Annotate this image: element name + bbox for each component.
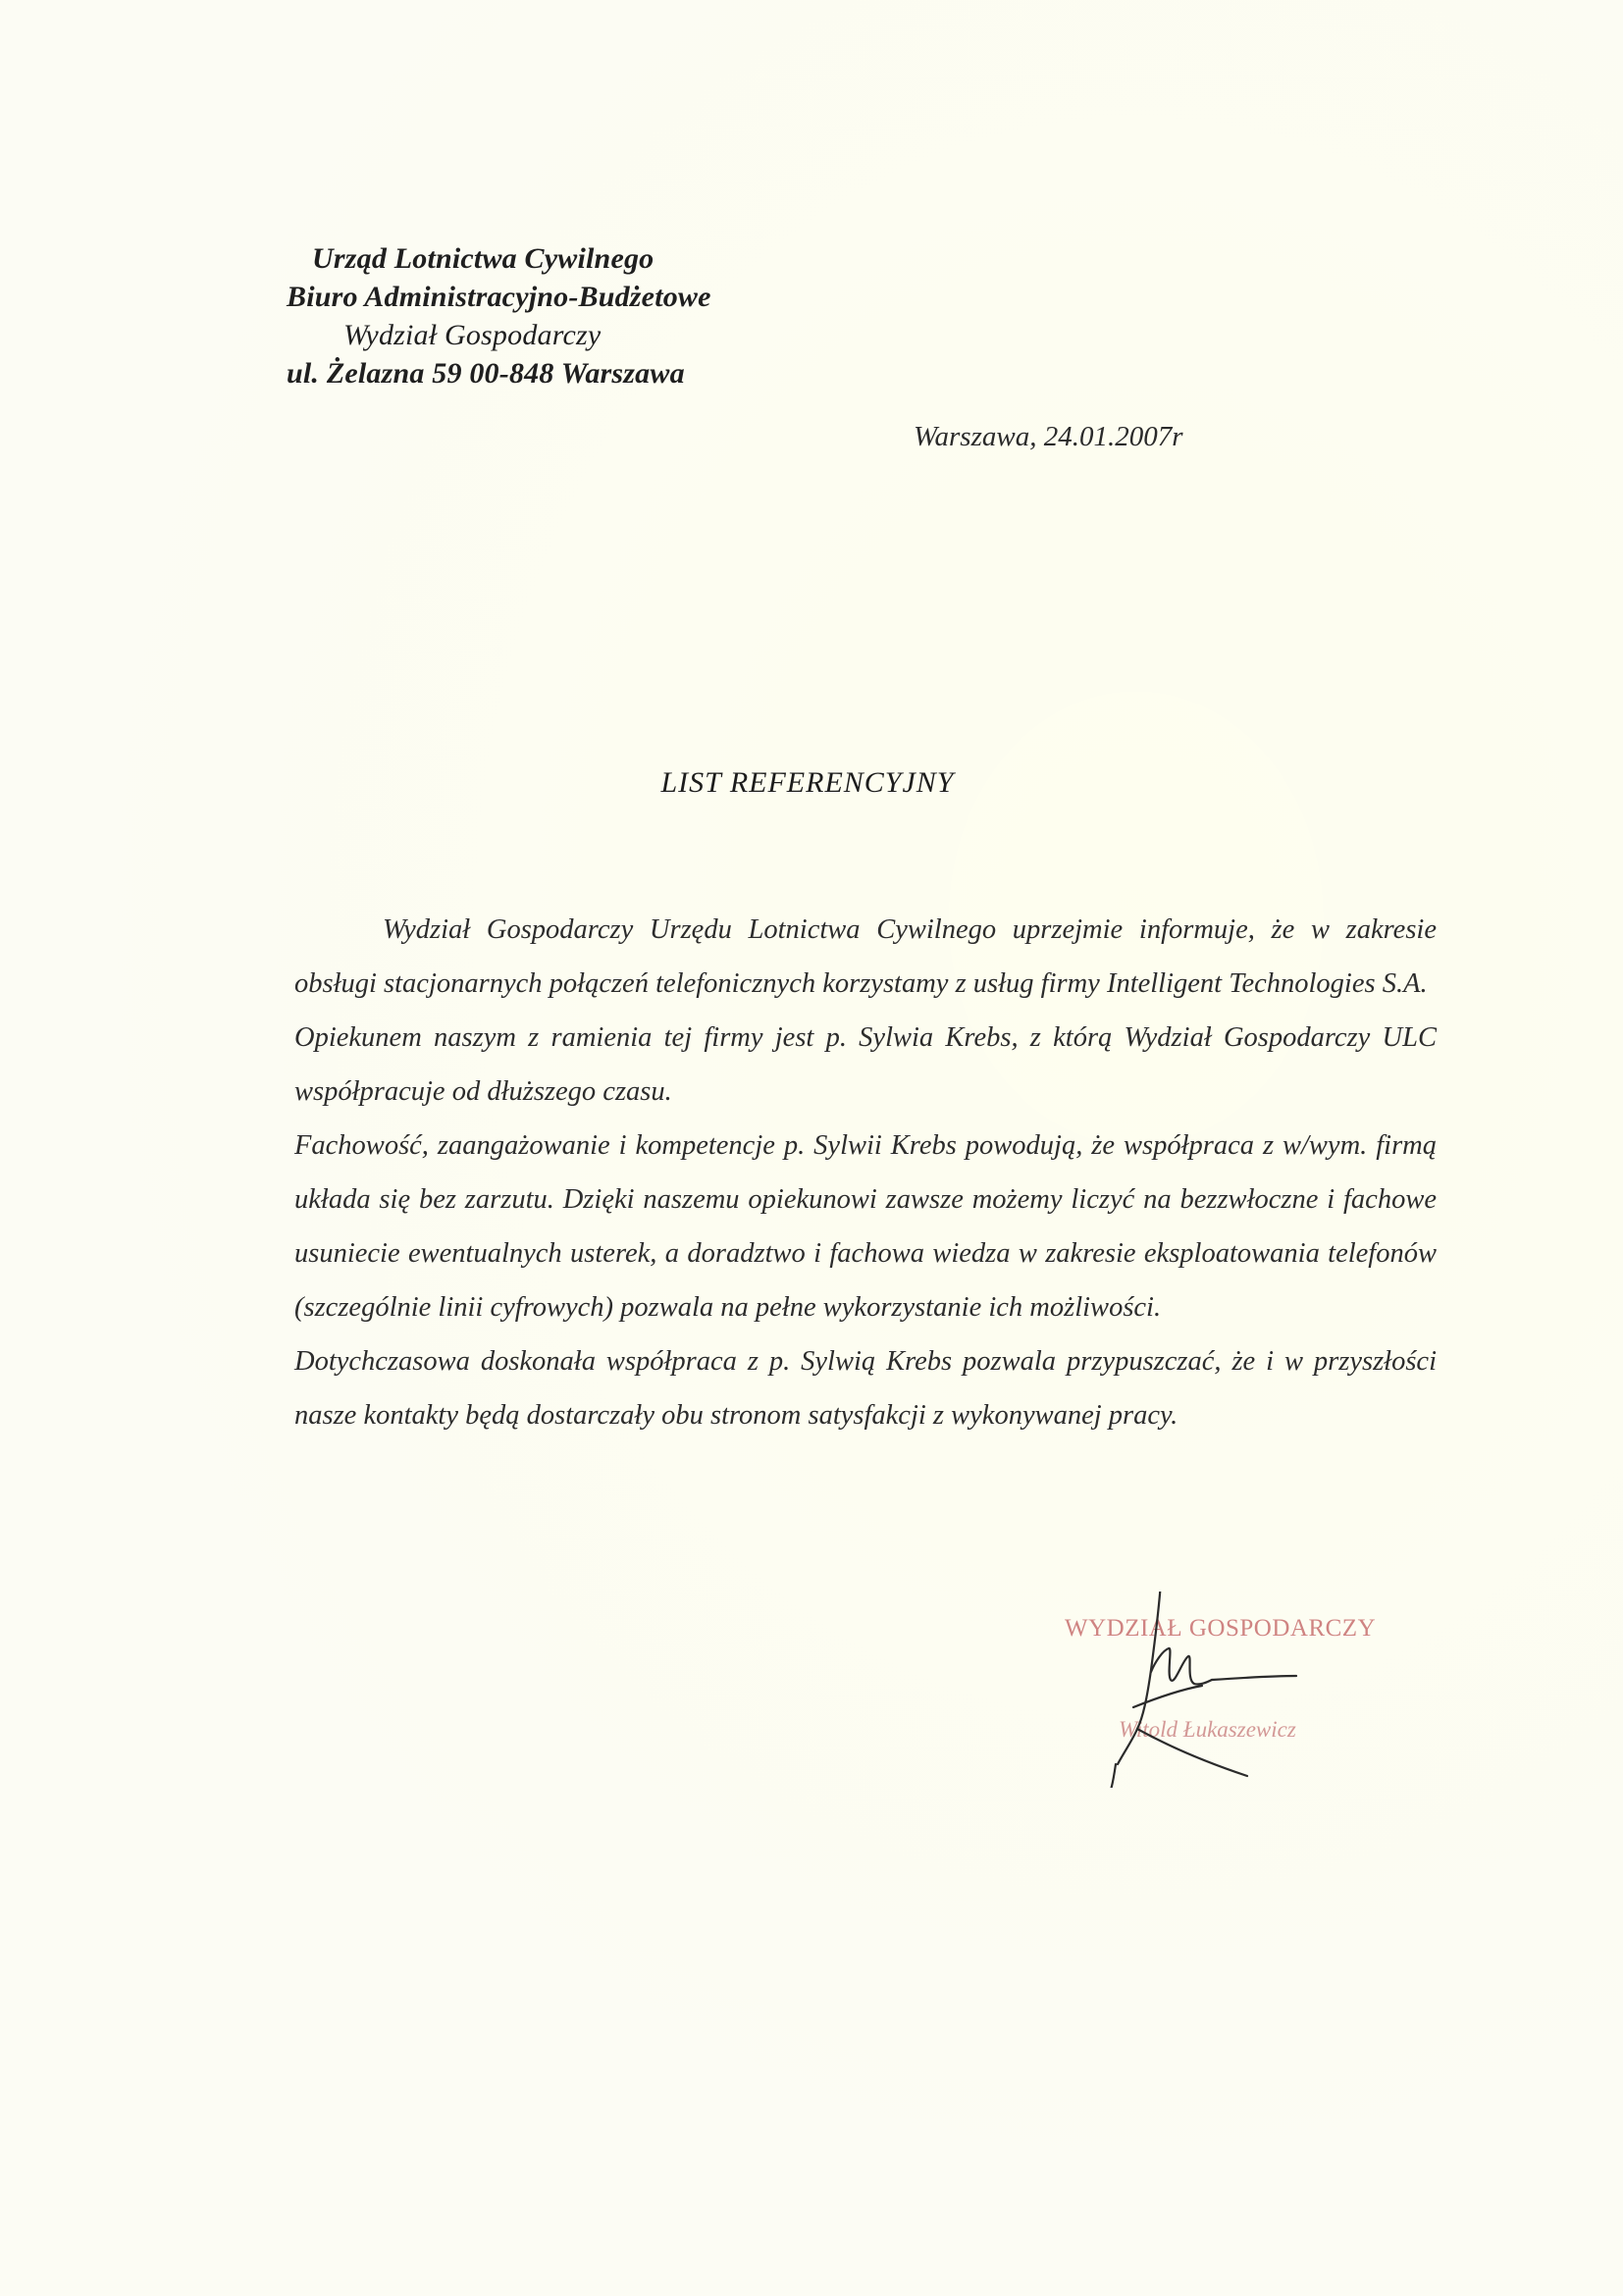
sender-line-3: Wydział Gospodarczy <box>343 319 602 351</box>
letter-title-text: LIST REFERENCYJNY <box>660 766 955 799</box>
body-paragraph-2: Opiekunem naszym z ramienia tej firmy jest p. Sylwia Krebs, z którą Wydział Gospodarczy ULC współpracuje od dłuższego czasu. <box>294 1022 1437 1107</box>
sender-line-4: ul. Żelazna 59 00-848 Warszawa <box>287 357 685 390</box>
letter-date: Warszawa, 24.01.2007r <box>914 421 1183 452</box>
letter-body <box>294 903 1437 1442</box>
sender-address <box>287 239 711 392</box>
sender-line-1: Urząd Lotnictwa Cywilnego <box>312 242 654 275</box>
department-stamp <box>1065 1592 1379 1788</box>
handwritten-signature <box>1065 1592 1379 1788</box>
stamp-line-1: WYDZIAŁ GOSPODARCZY <box>1065 1615 1377 1642</box>
stamp-line-2: Witold Łukaszewicz <box>1119 1717 1296 1742</box>
letter-title <box>0 766 1623 800</box>
body-paragraph-4: Dotychczasowa doskonała współpraca z p. Sylwią Krebs pozwala przypuszczać, że i w przyszłości nasze kontakty będą dostarczały obu stronom satysfakcji z wykonywanej pracy. <box>294 1346 1437 1431</box>
sender-line-2: Biuro Administracyjno-Budżetowe <box>287 281 711 313</box>
body-paragraph-1: Wydział Gospodarczy Urzędu Lotnictwa Cywilnego uprzejmie informuje, że w zakresie obsługi stacjonarnych połączeń telefonicznych korzystamy z usług firmy Intelligent Technologies S.A. <box>294 914 1437 999</box>
body-paragraph-3: Fachowość, zaangażowanie i kompetencje p. Sylwii Krebs powodują, że współpraca z w/wym. firmą układa się bez zarzutu. Dzięki naszemu opiekunowi zawsze możemy liczyć na bezzwłoczne i fachowe usuniecie ewentualnych usterek, a doradztwo i fachowa wiedza w zakresie eksploatowania telefonów (szczególnie linii cyfrowych) pozwala na pełne wykorzystanie ich możliwości. <box>294 1130 1437 1323</box>
